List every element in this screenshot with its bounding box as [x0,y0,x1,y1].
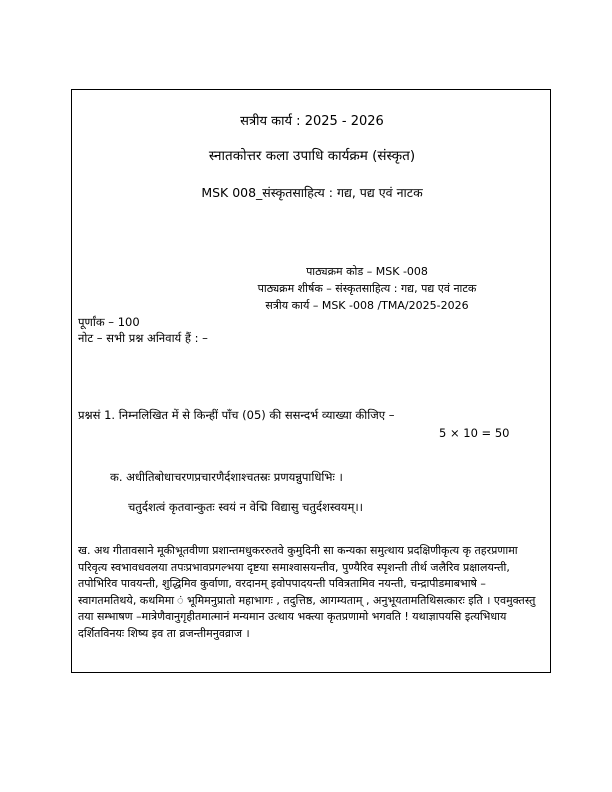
full-marks: पूर्णांक – 100 [78,315,140,329]
course-code: पाठ्यक्रम कोड – MSK -008 [306,265,428,278]
course-heading: MSK 008_संस्कृतसाहित्य : गद्य, पद्य एवं नाटक [201,185,423,200]
assignment-page-frame [71,89,551,673]
course-title: पाठ्यक्रम शीर्षक – संस्कृतसाहित्य : गद्य, पद्य एवं नाटक [257,282,477,295]
tma-code: सत्रीय कार्य – MSK -008 /TMA/2025-2026 [265,299,469,312]
programme-heading: स्नातकोत्तर कला उपाधि कार्यक्रम (संस्कृत) [208,148,416,164]
passage-ka-line-2: चतुर्दशत्वं कृतवान्कुतः स्वयं न वेद्मि विद्यासु चतुर्दशस्वयम्।। [128,500,364,514]
assignment-year-heading: सत्रीय कार्य : 2025 - 2026 [240,114,384,129]
passage-kha: ख. अथ गीतावसाने मूकीभूतवीणा प्रशान्तमधुकररुतवे कुमुदिनी सा कन्यका समुत्थाय प्रदक्षिणीकृत्य कृ तहरप्रणामा परिवृत्य स्वभावधवलया तपःप्रभावप्रगल्भया दृष्टया समाश्वासयन्तीव, पुण्यैरिव स्पृशन्ती तीर्थ जलैरिव प्रक्षालयन्ती, तपोभिरिव पावयन्ती, शुद्धिमिव कुर्वाणा, वरदानम् इवोपपादयन्ती पवित्रतामिव नयन्ती, चन्द्रापीडमाबभाषे – स्वागतमतिथये, कथमिमा ं भूमिमनुप्रातो महाभागः , तदुत्तिष्ठ, आगम्यताम् , अनुभूयतामतिथिसत्कारः इति । एवमुक्तस्तु तया सम्भाषण –मात्रेणैवानुगृहीतमात्मानं मन्यमान उत्थाय भक्त्या कृतप्रणामो भगवति ! यथाज्ञापयसि इत्यभिधाय दर्शितविनयः शिष्य इव ता व्रजन्तीमनुवव्राज । [78,544,536,640]
question-marks: 5 × 10 = 50 [439,426,510,440]
question-prompt: प्रश्नसं 1. निम्नलिखित में से किन्हीं पाँच (05) की ससन्दर्भ व्याख्या कीजिए – [78,408,395,422]
instructions-note: नोट – सभी प्रश्न अनिवार्य हैं : – [78,331,208,345]
passage-ka-line-1: क. अधीतिबोधाचरणप्रचारणैर्दशाश्चतस्रः प्रणयन्नुपाधिभिः । [110,470,343,484]
